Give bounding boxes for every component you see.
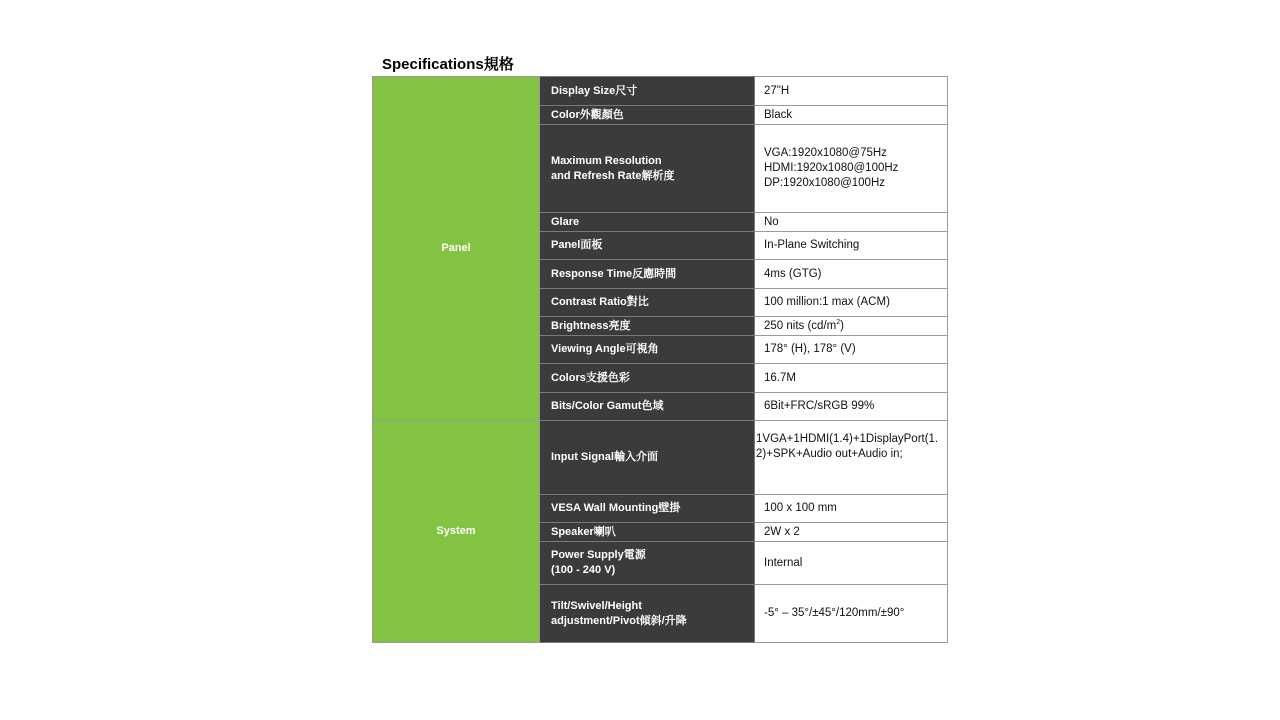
spec-label: Colors支援色彩	[540, 364, 755, 393]
spec-value: -5° – 35°/±45°/120mm/±90°	[755, 585, 948, 643]
spec-value: Black	[755, 106, 948, 125]
spec-label	[540, 542, 755, 585]
group-system: System	[373, 421, 540, 643]
spec-value: In-Plane Switching	[755, 232, 948, 260]
spec-value: 2W x 2	[755, 523, 948, 542]
spec-value: 100 million:1 max (ACM)	[755, 289, 948, 317]
superscript: 2	[836, 318, 841, 326]
spec-label: Glare	[540, 213, 755, 232]
spec-value-text: )	[840, 319, 844, 332]
spec-label-line: adjustment/Pivot傾斜/升降	[551, 614, 687, 627]
spec-value: 178° (H), 178° (V)	[755, 336, 948, 364]
spec-label-line: and Refresh Rate解析度	[551, 169, 675, 182]
spec-label: Brightness亮度	[540, 317, 755, 336]
spec-value: 6Bit+FRC/sRGB 99%	[755, 393, 948, 421]
spec-value-line: HDMI:1920x1080@100Hz	[764, 162, 899, 174]
table-row	[373, 421, 948, 495]
spec-value-line: DP:1920x1080@100Hz	[764, 177, 886, 189]
group-panel: Panel	[373, 77, 540, 421]
spec-value-line: VGA:1920x1080@75Hz	[764, 147, 887, 159]
spec-value	[755, 421, 948, 495]
spec-value: No	[755, 213, 948, 232]
spec-value: Internal	[755, 542, 948, 585]
spec-value: 4ms (GTG)	[755, 260, 948, 289]
spec-label: Viewing Angle可視角	[540, 336, 755, 364]
spec-label	[540, 125, 755, 213]
spec-label: Display Size尺寸	[540, 77, 755, 106]
spec-label-line: Power Supply電源	[551, 549, 646, 561]
spec-label-line: (100 - 240 V)	[551, 564, 616, 576]
spec-value	[755, 125, 948, 213]
spec-label-line: Tilt/Swivel/Height	[551, 599, 642, 612]
spec-label: VESA Wall Mounting壁掛	[540, 495, 755, 523]
spec-label: Contrast Ratio對比	[540, 289, 755, 317]
spec-label	[540, 585, 755, 643]
spec-value: 100 x 100 mm	[755, 495, 948, 523]
spec-label: Panel面板	[540, 232, 755, 260]
spec-value-line: 2)+SPK+Audio out+Audio in;	[756, 447, 903, 460]
spec-label: Color外觀顏色	[540, 106, 755, 125]
table-row	[373, 77, 948, 106]
spec-value: 27"H	[755, 77, 948, 106]
spec-table	[372, 76, 948, 643]
spec-value: 16.7M	[755, 364, 948, 393]
spec-label-line: Maximum Resolution	[551, 154, 662, 167]
page-title: Specifications規格	[382, 56, 514, 73]
spec-label: Response Time反應時間	[540, 260, 755, 289]
spec-value-line: 1VGA+1HDMI(1.4)+1DisplayPort(1.	[756, 432, 939, 445]
spec-value	[755, 317, 948, 336]
spec-label: Bits/Color Gamut色域	[540, 393, 755, 421]
spec-label: Input Signal輸入介面	[540, 421, 755, 495]
spec-value-text: 250 nits (cd/m	[764, 319, 837, 332]
spec-label: Speaker喇叭	[540, 523, 755, 542]
